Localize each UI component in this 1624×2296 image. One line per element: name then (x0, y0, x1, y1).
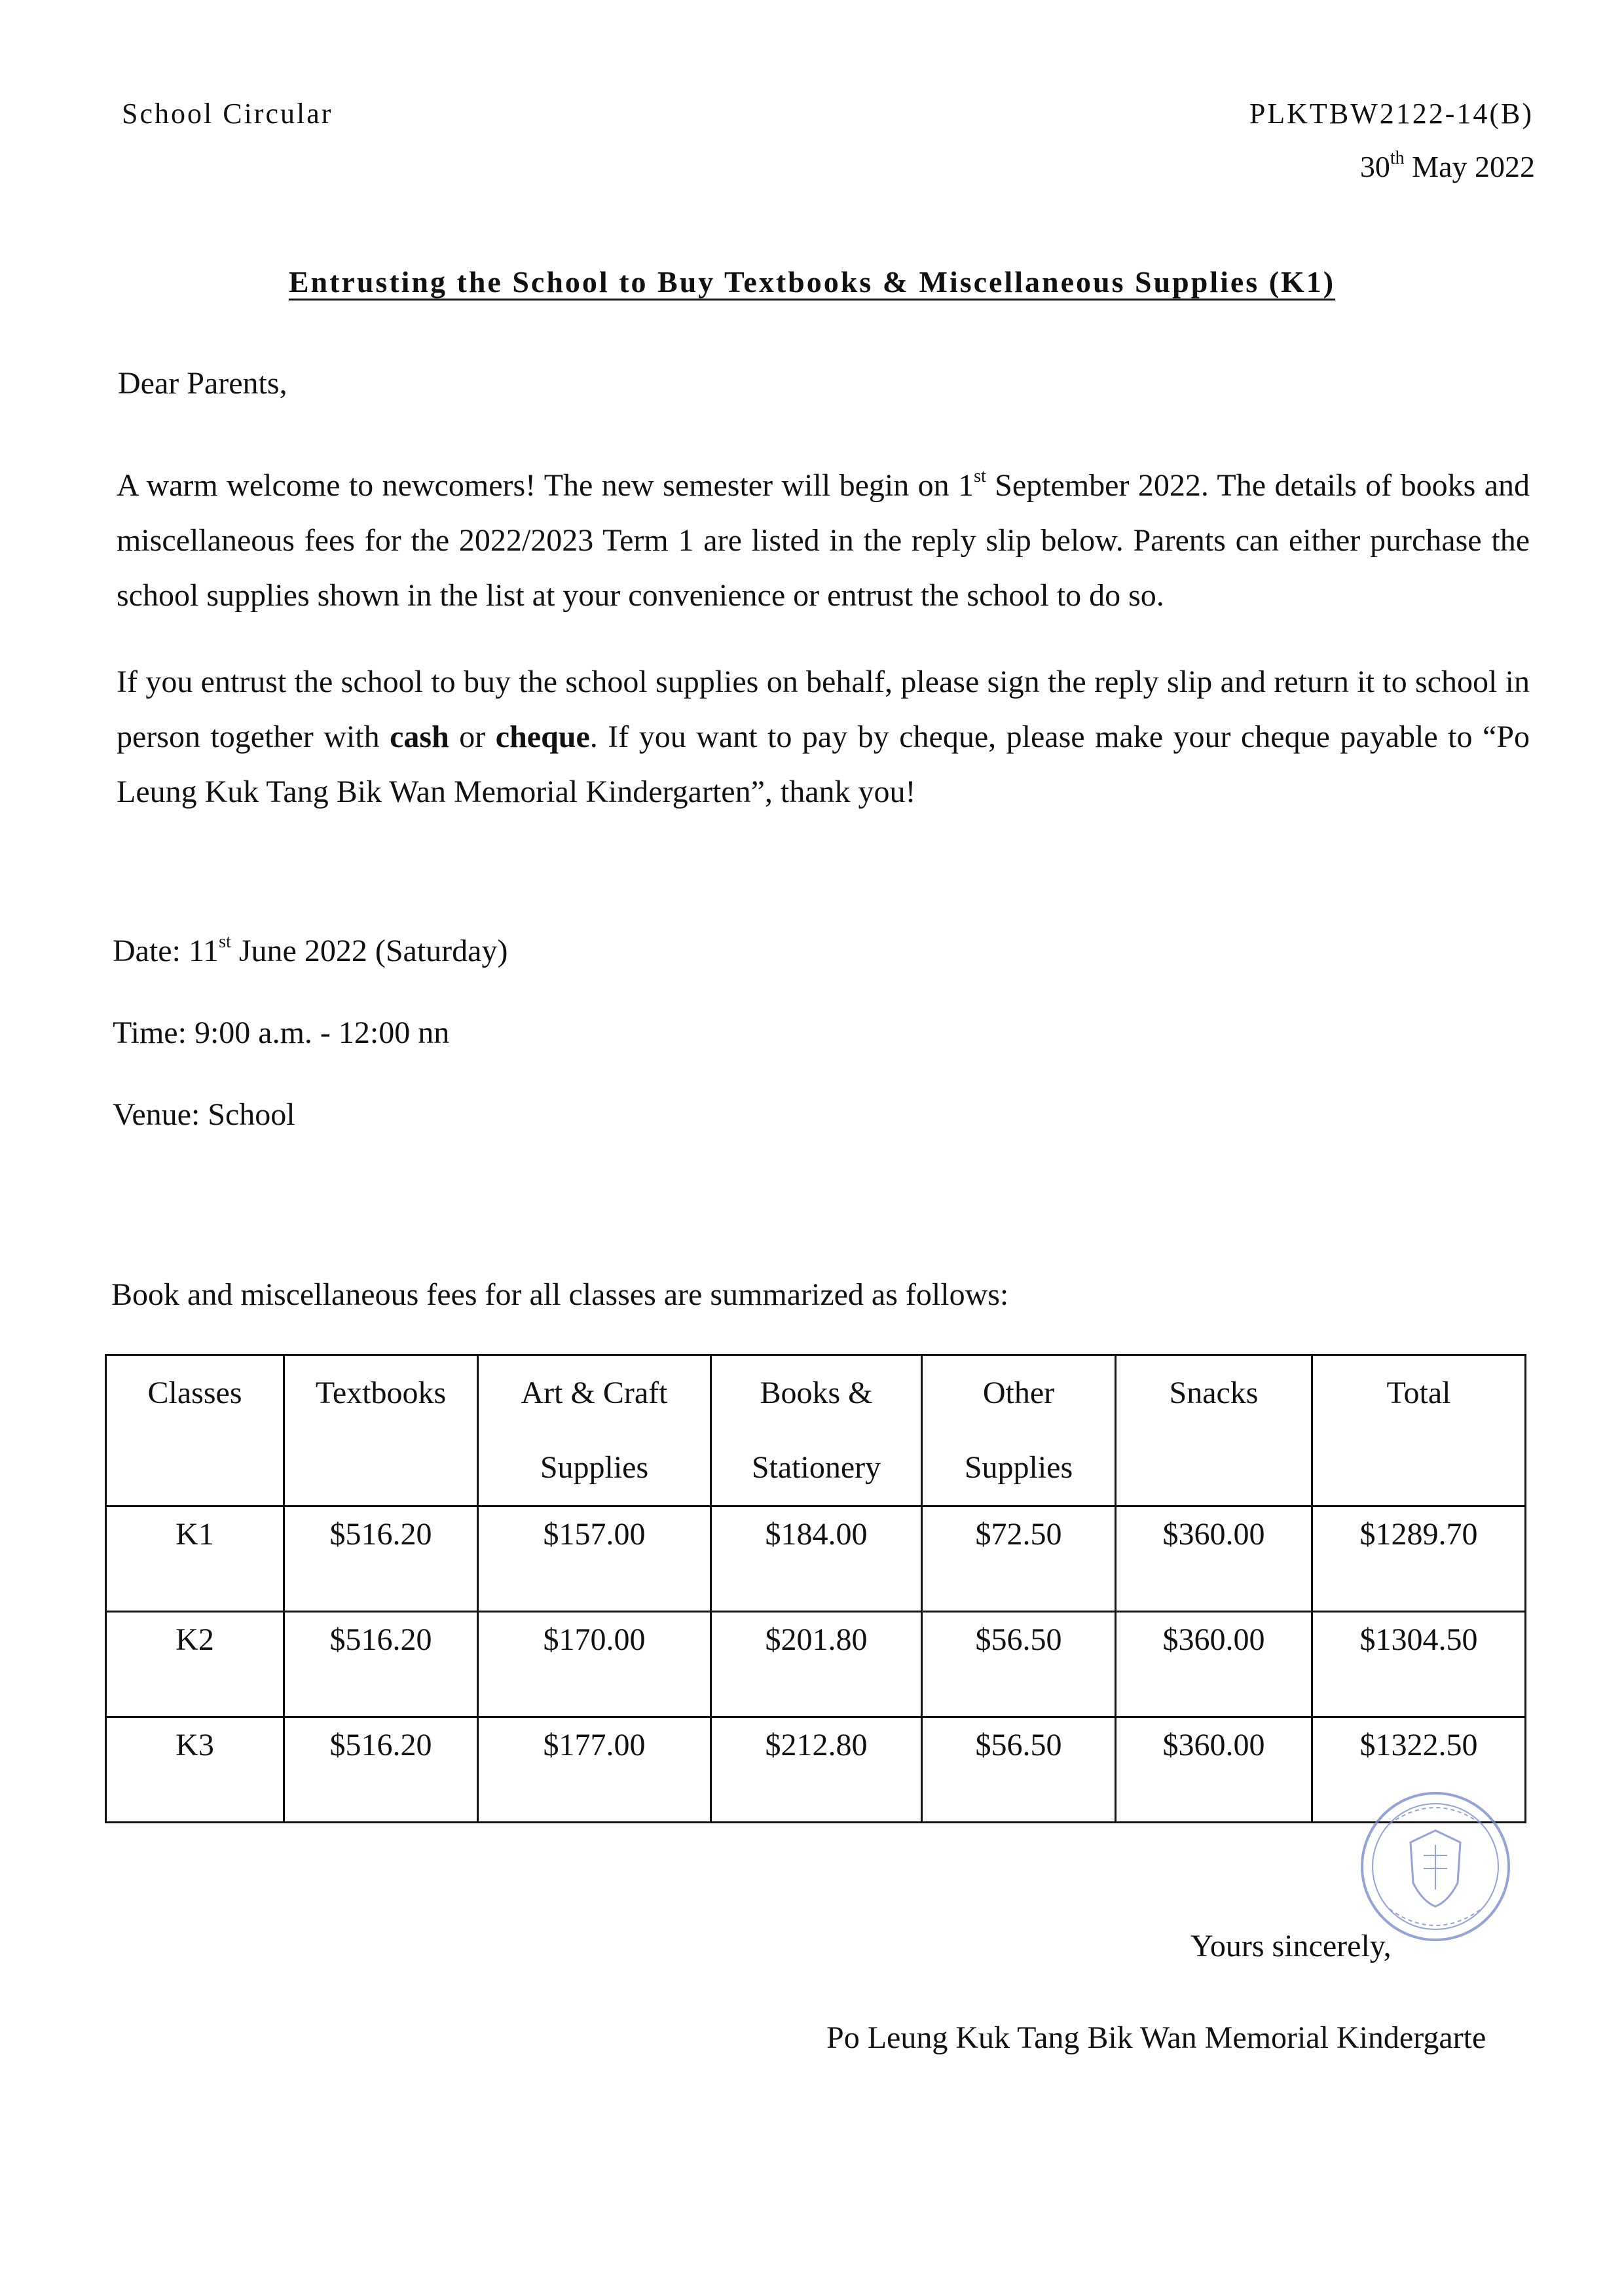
cell-class: K1 (106, 1506, 284, 1612)
header-art-craft-supplies: Art & Craft Supplies (478, 1355, 711, 1506)
issue-date-month-year: May 2022 (1412, 150, 1535, 183)
cell-total: $1322.50 (1312, 1717, 1526, 1823)
payment-text-3: . If you want to pay by cheque, please make your cheque payable to “Po Leung Kuk Tang Bik Wan Memorial Kindergarten”, thank you! (117, 720, 1530, 809)
welcome-paragraph (117, 458, 1530, 623)
cell-art-craft: $157.00 (478, 1506, 711, 1612)
header-classes: Classes (106, 1355, 284, 1506)
cell-textbooks: $516.20 (284, 1717, 478, 1823)
table-row (106, 1612, 1526, 1717)
header-other-supplies: Other Supplies (922, 1355, 1116, 1506)
payment-text-2: or (449, 720, 496, 754)
header-books-stationery: Books & Stationery (711, 1355, 922, 1506)
event-venue: Venue: School (113, 1097, 295, 1132)
circular-label: School Circular (122, 98, 333, 130)
payment-text-1: If you entrust the school to buy the school supplies on behalf, please sign the reply slip and return it to school in person together with (117, 665, 1530, 754)
cell-art-craft: $170.00 (478, 1612, 711, 1717)
issue-date-day: 30 (1359, 150, 1390, 183)
cell-books-stationery: $184.00 (711, 1506, 922, 1612)
payment-cheque: cheque (495, 720, 590, 754)
cell-total: $1289.70 (1312, 1506, 1526, 1612)
header-total: Total (1312, 1355, 1526, 1506)
page-title: Entrusting the School to Buy Textbooks & Miscellaneous Supplies (K1) (288, 265, 1336, 299)
header-snacks: Snacks (1116, 1355, 1312, 1506)
cell-snacks: $360.00 (1116, 1506, 1312, 1612)
cell-other-supplies: $72.50 (922, 1506, 1116, 1612)
header-textbooks: Textbooks (284, 1355, 478, 1506)
event-date-rest: June 2022 (Saturday) (231, 934, 508, 968)
cell-art-craft: $177.00 (478, 1717, 711, 1823)
cell-other-supplies: $56.50 (922, 1612, 1116, 1717)
school-signoff: Po Leung Kuk Tang Bik Wan Memorial Kindergarte (826, 2020, 1486, 2055)
welcome-text-rest: September 2022. The details of books and miscellaneous fees for the 2022/2023 Term 1 are listed in the reply slip below. Parents can either purchase the school supplies shown in the list at your convenience or entrust the school to do so. (117, 468, 1530, 613)
cell-books-stationery: $212.80 (711, 1717, 922, 1823)
closing-line: Yours sincerely, (1190, 1929, 1392, 1963)
fee-table-header-row (106, 1355, 1526, 1506)
table-row (106, 1506, 1526, 1612)
cell-snacks: $360.00 (1116, 1717, 1312, 1823)
school-seal-stamp (1350, 1785, 1521, 1948)
cell-books-stationery: $201.80 (711, 1612, 922, 1717)
salutation: Dear Parents, (118, 366, 287, 401)
event-time: Time: 9:00 a.m. - 12:00 nn (113, 1015, 450, 1050)
welcome-text-start: A warm welcome to newcomers! The new semester will begin on 1 (117, 468, 974, 503)
summary-intro: Book and miscellaneous fees for all classes are summarized as follows: (111, 1277, 1009, 1312)
fee-table (105, 1354, 1526, 1823)
event-date (113, 933, 507, 969)
cell-class: K3 (106, 1717, 284, 1823)
payment-cash: cash (390, 720, 449, 754)
event-date-suffix: st (219, 932, 231, 952)
cell-total: $1304.50 (1312, 1612, 1526, 1717)
cell-textbooks: $516.20 (284, 1612, 478, 1717)
welcome-date-suffix: st (974, 466, 986, 486)
issue-date (1360, 149, 1535, 184)
reference-code: PLKTBW2122-14(B) (1249, 98, 1534, 130)
payment-paragraph (117, 655, 1530, 820)
cell-other-supplies: $56.50 (922, 1717, 1116, 1823)
cell-snacks: $360.00 (1116, 1612, 1312, 1717)
cell-textbooks: $516.20 (284, 1506, 478, 1612)
event-date-start: Date: 11 (113, 934, 219, 968)
issue-date-suffix: th (1390, 147, 1405, 168)
table-row (106, 1717, 1526, 1823)
cell-class: K2 (106, 1612, 284, 1717)
